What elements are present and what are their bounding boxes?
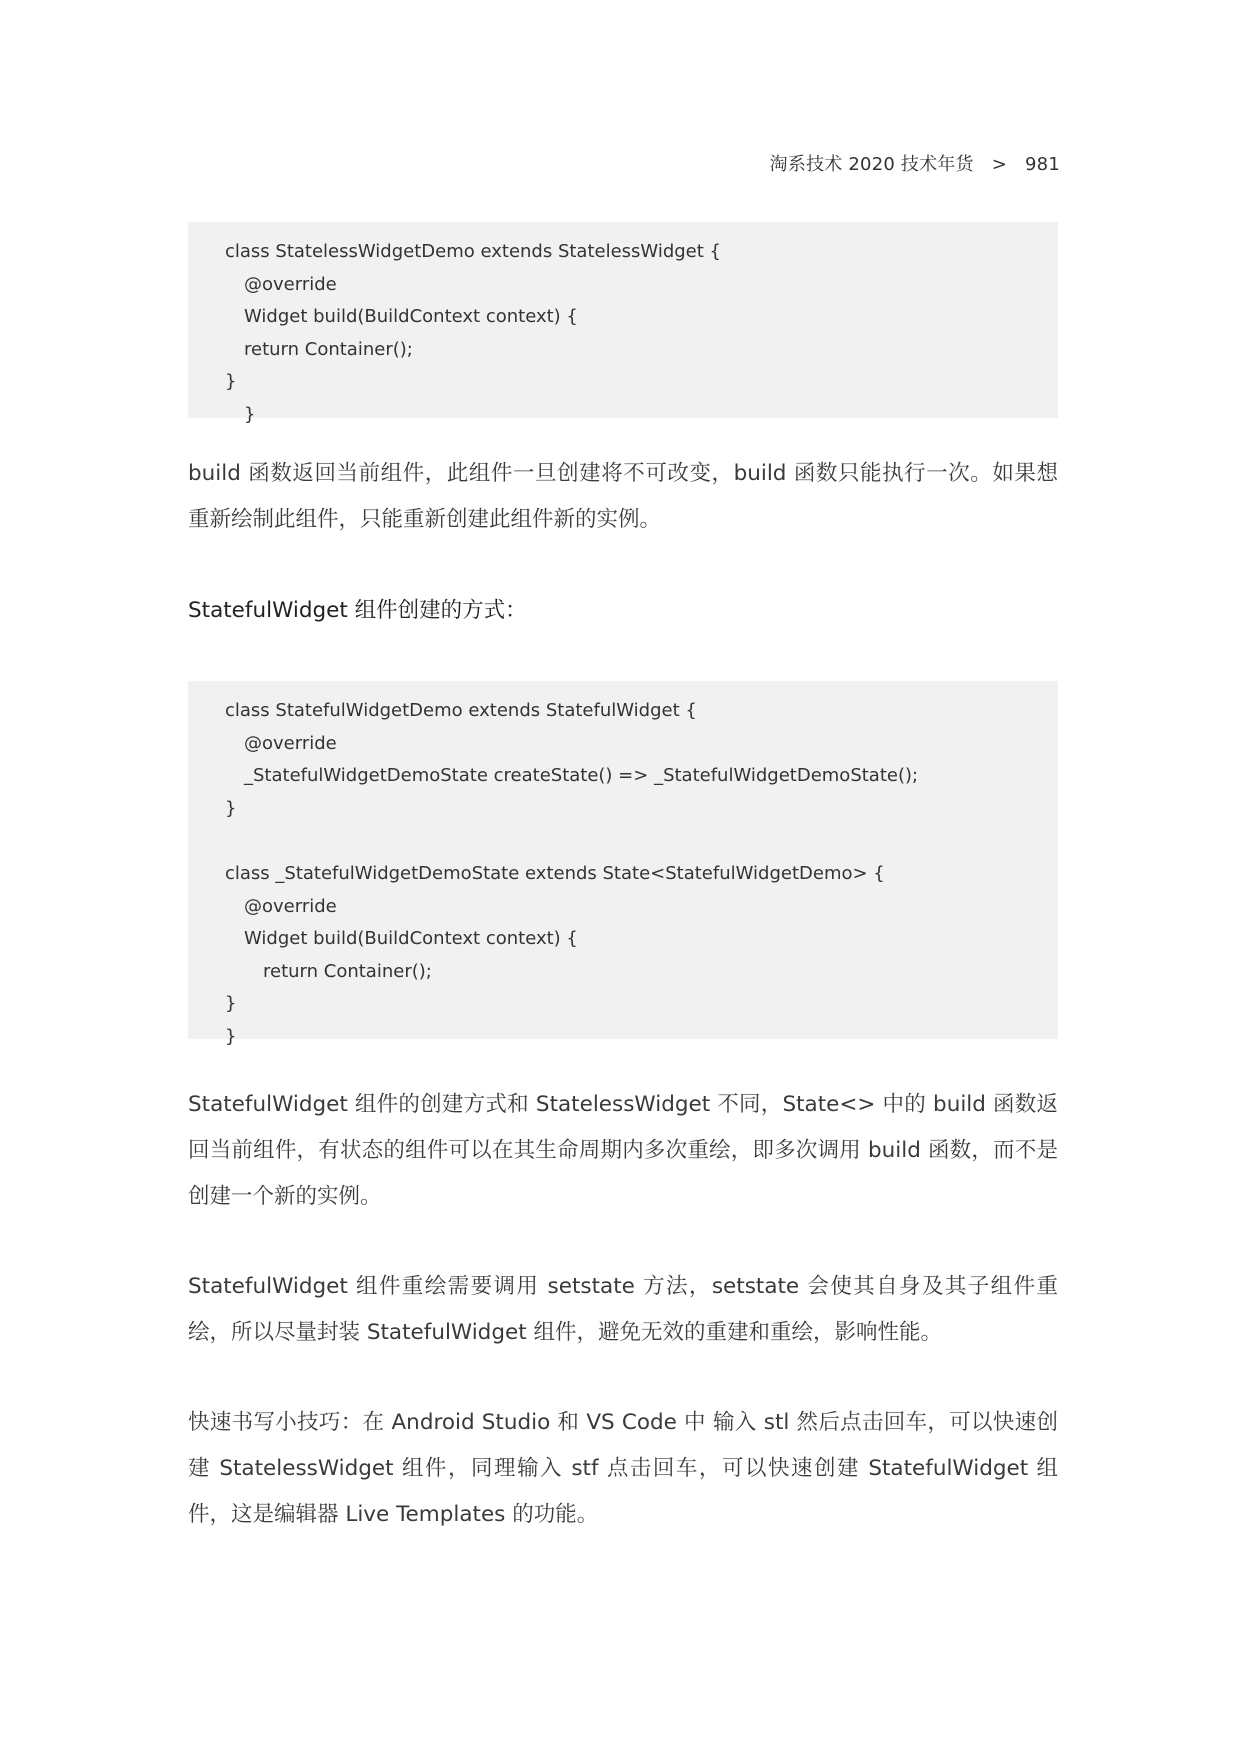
code-line: class _StatefulWidgetDemoState extends State<StatefulWidgetDemo> { [225, 862, 885, 884]
code-line: } [225, 993, 237, 1015]
code-line: @override [244, 895, 337, 917]
code-line: return Container(); [244, 338, 413, 360]
code-line: } [225, 797, 237, 819]
code-block-stateless [188, 222, 1058, 425]
code-line: @override [244, 273, 337, 295]
code-line: } [244, 403, 256, 425]
code-line: Widget build(BuildContext context) { [244, 306, 578, 328]
paragraph: StatefulWidget 组件重绘需要调用 setstate 方法，setstate 会使其自身及其子组件重绘，所以尽量封装 StatefulWidget 组件，避免无效的重建和重绘，影响性能。 [188, 1274, 1058, 1345]
code-line: } [225, 1025, 237, 1047]
paragraph: StatefulWidget 组件的创建方式和 StatelessWidget 不同，State<> 中的 build 函数返回当前组件，有状态的组件可以在其生命周期内多次重绘，即多次调用 build 函数，而不是创建一个新的实例。 [188, 1092, 1058, 1209]
code-line: @override [244, 732, 337, 754]
paragraph: 快速书写小技巧：在 Android Studio 和 VS Code 中 输入 stl 然后点击回车，可以快速创建 StatelessWidget 组件，同理输入 stf 点击回车，可以快速创建 StatefulWidget 组件，这是编辑器 Live Templates 的功能。 [188, 1410, 1058, 1527]
page-number: 981 [1025, 154, 1060, 175]
code-line: } [225, 371, 237, 393]
page-header [770, 150, 1060, 176]
header-title: 淘系技术 2020 技术年货 [769, 154, 974, 175]
header-separator: > [991, 154, 1008, 175]
code-line: return Container(); [263, 960, 432, 982]
section-heading: StatefulWidget 组件创建的方式： [188, 598, 527, 623]
code-line: Widget build(BuildContext context) { [244, 928, 578, 950]
code-block-stateful [188, 681, 1058, 1047]
code-line: _StatefulWidgetDemoState createState() => _StatefulWidgetDemoState(); [244, 765, 919, 787]
code-line: class StatelessWidgetDemo extends StatelessWidget { [225, 241, 721, 262]
code-line: class StatefulWidgetDemo extends StatefulWidget { [225, 700, 697, 721]
paragraph: build 函数返回当前组件，此组件一旦创建将不可改变，build 函数只能执行一次。如果想重新绘制此组件，只能重新创建此组件新的实例。 [188, 461, 1058, 532]
code-line [225, 825, 1058, 858]
